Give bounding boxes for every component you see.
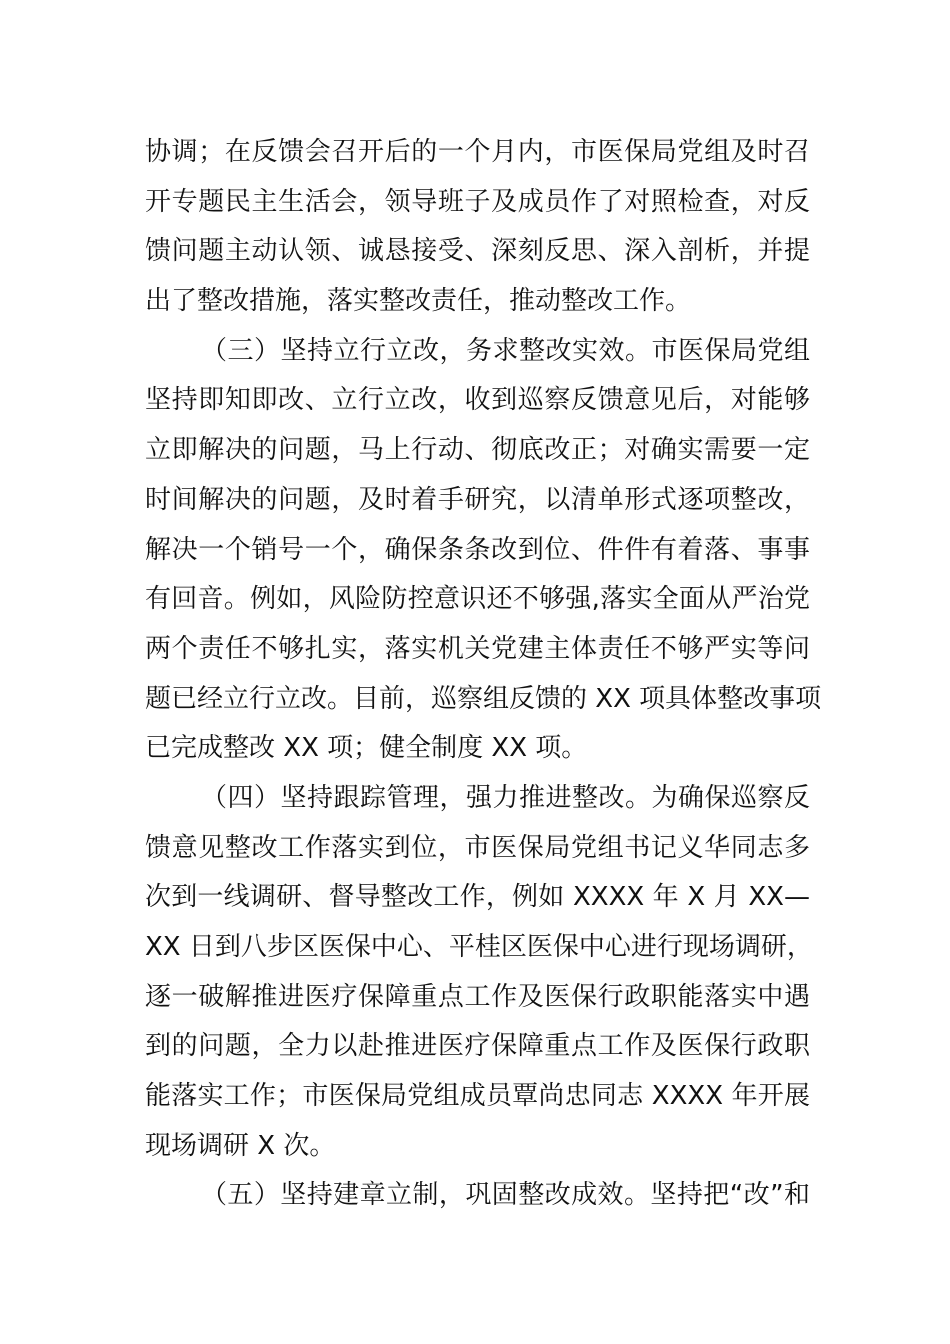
text-line: 出了整改措施，落实整改责任，推动整改工作。: [145, 286, 692, 317]
text-line: 协调；在反馈会召开后的一个月内，市医保局党组及时召: [145, 137, 810, 167]
text-line: 立即解决的问题，马上行动、彻底改正；对确实需要一定: [145, 435, 810, 466]
text-line: 开专题民主生活会，领导班子及成员作了对照检查，对反: [145, 186, 810, 217]
text-line: 能落实工作；市医保局党组成员覃尚忠同志 XXXX 年开展: [145, 1081, 810, 1112]
text-line: 现场调研 X 次。: [145, 1130, 336, 1161]
body-text: [145, 128, 822, 1221]
text-line: 已完成整改 XX 项；健全制度 XX 项。: [145, 733, 588, 764]
section-heading-line: （五）坚持建章立制，巩固整改成效。坚持把“改”和: [201, 1180, 810, 1211]
section-heading-line: （四）坚持跟踪管理，强力推进整改。为确保巡察反: [201, 782, 810, 813]
text-line: 坚持即知即改、立行立改，收到巡察反馈意见后，对能够: [145, 385, 810, 416]
text-line: XX 日到八步区医保中心、平桂区医保中心进行现场调研，: [145, 932, 813, 962]
section-heading-line: （三）坚持立行立改，务求整改实效。市医保局党组: [201, 335, 810, 366]
text-line: 有回音。例如，风险防控意识还不够强,落实全面从严治党: [145, 584, 810, 615]
text-line: 解决一个销号一个，确保条条改到位、件件有着落、事事: [145, 534, 810, 565]
text-line: 馈问题主动认领、诚恳接受、深刻反思、深入剖析，并提: [145, 236, 810, 267]
text-line: 题已经立行立改。目前，巡察组反馈的 XX 项具体整改事项: [145, 683, 822, 714]
text-line: 两个责任不够扎实，落实机关党建主体责任不够严实等问: [145, 633, 810, 664]
text-line: 到的问题，全力以赴推进医疗保障重点工作及医保行政职: [145, 1031, 810, 1062]
text-line: 馈意见整改工作落实到位，市医保局党组书记义华同志多: [145, 832, 810, 863]
text-line: 次到一线调研、督导整改工作，例如 XXXX 年 X 月 XX—: [145, 882, 810, 913]
text-line: 逐一破解推进医疗保障重点工作及医保行政职能落实中遇: [145, 981, 810, 1012]
text-line: 时间解决的问题，及时着手研究，以清单形式逐项整改，: [145, 484, 810, 515]
